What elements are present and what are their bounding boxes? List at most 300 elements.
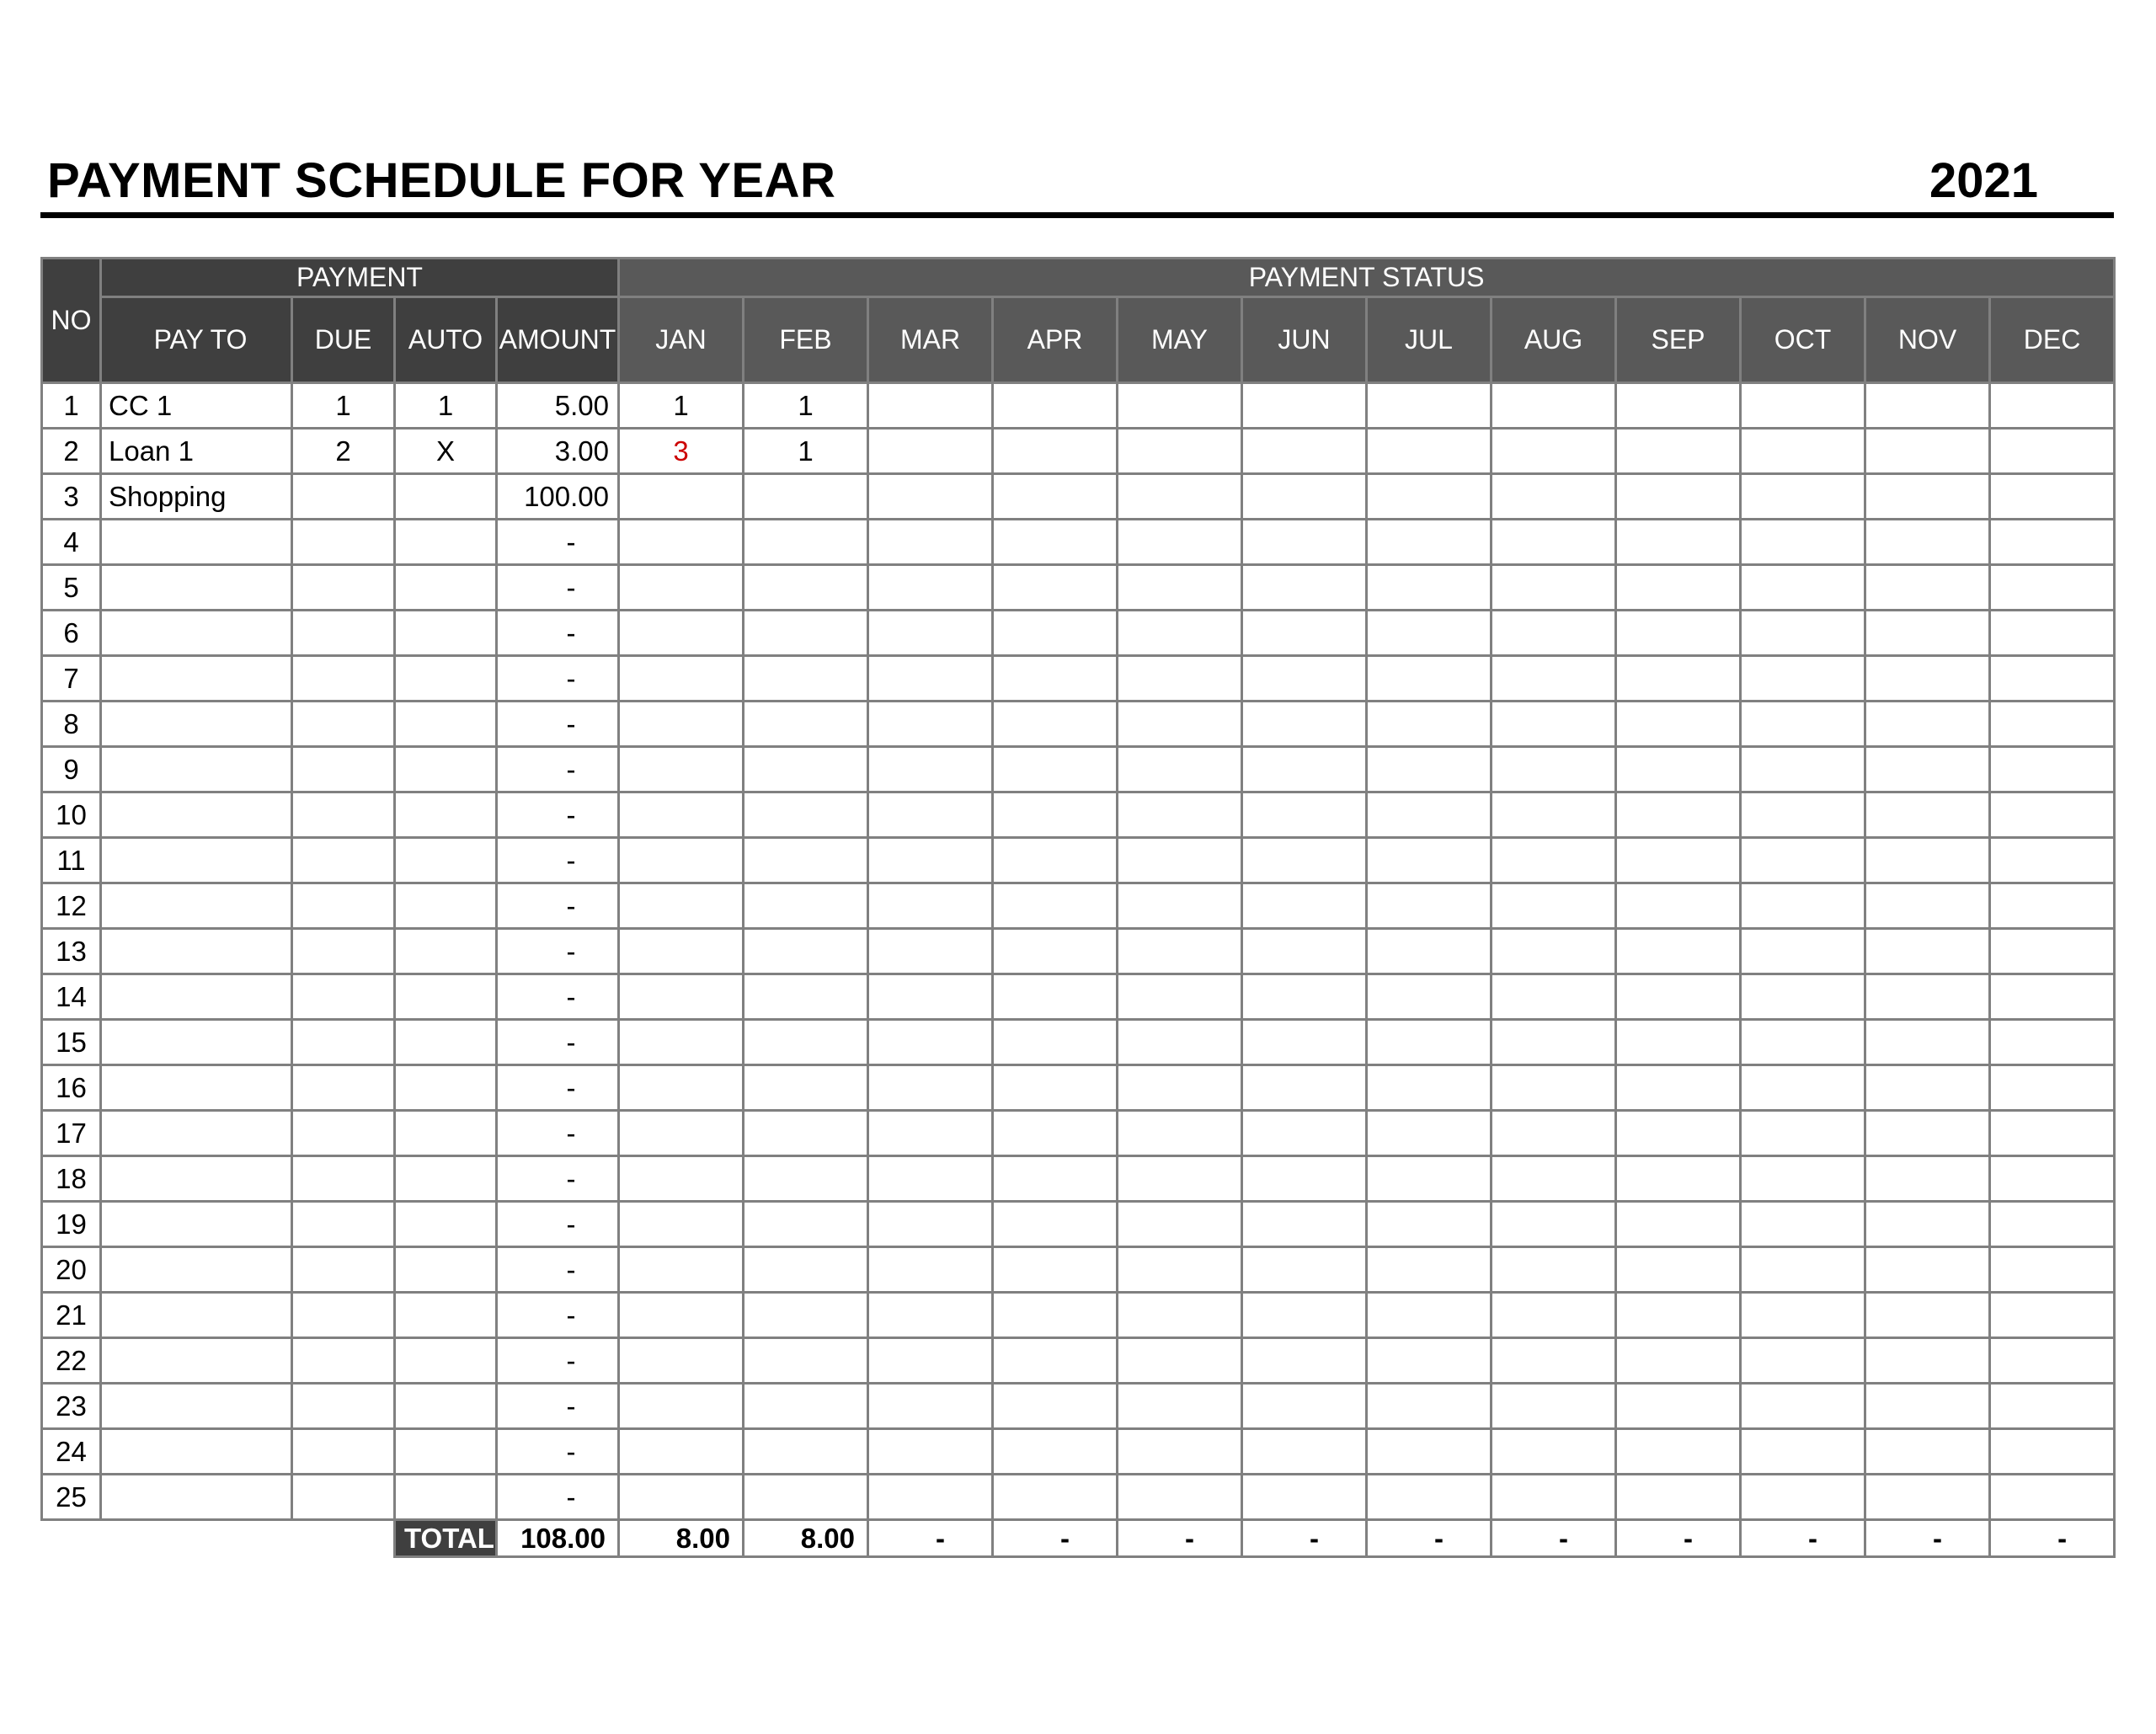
cell-dec-23	[1990, 1384, 2115, 1429]
cell-oct-3	[1741, 474, 1865, 520]
year-label: 2021	[1929, 153, 2038, 208]
cell-auto-21	[395, 1293, 497, 1338]
cell-apr-17	[993, 1111, 1118, 1156]
table-row-1	[42, 383, 2115, 429]
cell-feb-19	[744, 1202, 868, 1247]
cell-aug-11	[1492, 838, 1616, 883]
cell-no-9: 9	[42, 747, 101, 792]
cell-dec-3	[1990, 474, 2115, 520]
cell-apr-15	[993, 1020, 1118, 1065]
cell-mar-15	[868, 1020, 993, 1065]
cell-jul-15	[1367, 1020, 1492, 1065]
table-row-13	[42, 929, 2115, 974]
cell-amount-12: -	[497, 883, 619, 929]
cell-pay-to-3: Shopping	[101, 474, 292, 520]
cell-sep-12	[1616, 883, 1741, 929]
cell-apr-16	[993, 1065, 1118, 1111]
cell-dec-6	[1990, 611, 2115, 656]
cell-may-21	[1118, 1293, 1242, 1338]
cell-dec-11	[1990, 838, 2115, 883]
total-label: TOTAL	[395, 1520, 497, 1557]
cell-apr-23	[993, 1384, 1118, 1429]
cell-amount-16: -	[497, 1065, 619, 1111]
cell-due-21	[292, 1293, 395, 1338]
cell-aug-20	[1492, 1247, 1616, 1293]
cell-auto-24	[395, 1429, 497, 1475]
cell-aug-23	[1492, 1384, 1616, 1429]
cell-aug-16	[1492, 1065, 1616, 1111]
col-header-jul: JUL	[1367, 297, 1492, 383]
cell-may-9	[1118, 747, 1242, 792]
cell-nov-12	[1865, 883, 1990, 929]
cell-amount-24: -	[497, 1429, 619, 1475]
total-jan: 8.00	[619, 1520, 744, 1557]
cell-mar-24	[868, 1429, 993, 1475]
cell-mar-25	[868, 1475, 993, 1520]
cell-auto-4	[395, 520, 497, 565]
cell-aug-12	[1492, 883, 1616, 929]
cell-feb-21	[744, 1293, 868, 1338]
cell-due-16	[292, 1065, 395, 1111]
cell-jun-3	[1242, 474, 1367, 520]
cell-feb-9	[744, 747, 868, 792]
table-row-19	[42, 1202, 2115, 1247]
cell-no-16: 16	[42, 1065, 101, 1111]
col-header-jan: JAN	[619, 297, 744, 383]
cell-mar-2	[868, 429, 993, 474]
cell-sep-6	[1616, 611, 1741, 656]
cell-sep-11	[1616, 838, 1741, 883]
cell-apr-20	[993, 1247, 1118, 1293]
cell-jan-2: 3	[619, 429, 744, 474]
cell-may-18	[1118, 1156, 1242, 1202]
cell-no-10: 10	[42, 792, 101, 838]
cell-jan-21	[619, 1293, 744, 1338]
cell-apr-22	[993, 1338, 1118, 1384]
cell-auto-15	[395, 1020, 497, 1065]
cell-jan-8	[619, 702, 744, 747]
cell-oct-15	[1741, 1020, 1865, 1065]
cell-sep-20	[1616, 1247, 1741, 1293]
cell-dec-12	[1990, 883, 2115, 929]
cell-apr-12	[993, 883, 1118, 929]
page-title: PAYMENT SCHEDULE FOR YEAR	[47, 153, 836, 208]
cell-jun-4	[1242, 520, 1367, 565]
cell-feb-3	[744, 474, 868, 520]
col-header-nov: NOV	[1865, 297, 1990, 383]
cell-may-22	[1118, 1338, 1242, 1384]
cell-auto-12	[395, 883, 497, 929]
cell-feb-16	[744, 1065, 868, 1111]
table-row-12	[42, 883, 2115, 929]
cell-jan-11	[619, 838, 744, 883]
cell-aug-4	[1492, 520, 1616, 565]
cell-auto-11	[395, 838, 497, 883]
cell-due-15	[292, 1020, 395, 1065]
cell-mar-7	[868, 656, 993, 702]
cell-pay-to-7	[101, 656, 292, 702]
cell-jul-23	[1367, 1384, 1492, 1429]
cell-pay-to-1: CC 1	[101, 383, 292, 429]
cell-jun-9	[1242, 747, 1367, 792]
cell-apr-6	[993, 611, 1118, 656]
cell-sep-18	[1616, 1156, 1741, 1202]
table-row-21	[42, 1293, 2115, 1338]
cell-pay-to-11	[101, 838, 292, 883]
cell-feb-4	[744, 520, 868, 565]
cell-jan-24	[619, 1429, 744, 1475]
cell-aug-18	[1492, 1156, 1616, 1202]
cell-amount-20: -	[497, 1247, 619, 1293]
col-header-amount: AMOUNT	[497, 297, 619, 383]
cell-auto-19	[395, 1202, 497, 1247]
cell-may-20	[1118, 1247, 1242, 1293]
cell-due-17	[292, 1111, 395, 1156]
cell-pay-to-2: Loan 1	[101, 429, 292, 474]
cell-apr-1	[993, 383, 1118, 429]
cell-nov-14	[1865, 974, 1990, 1020]
cell-feb-20	[744, 1247, 868, 1293]
cell-mar-8	[868, 702, 993, 747]
cell-oct-23	[1741, 1384, 1865, 1429]
cell-jan-3	[619, 474, 744, 520]
cell-aug-13	[1492, 929, 1616, 974]
cell-sep-24	[1616, 1429, 1741, 1475]
cell-jun-2	[1242, 429, 1367, 474]
cell-apr-21	[993, 1293, 1118, 1338]
cell-jul-1	[1367, 383, 1492, 429]
cell-mar-16	[868, 1065, 993, 1111]
cell-feb-2: 1	[744, 429, 868, 474]
table-row-20	[42, 1247, 2115, 1293]
cell-feb-10	[744, 792, 868, 838]
cell-mar-14	[868, 974, 993, 1020]
col-header-apr: APR	[993, 297, 1118, 383]
cell-sep-16	[1616, 1065, 1741, 1111]
cell-sep-1	[1616, 383, 1741, 429]
cell-aug-14	[1492, 974, 1616, 1020]
cell-amount-3: 100.00	[497, 474, 619, 520]
cell-amount-5: -	[497, 565, 619, 611]
cell-sep-13	[1616, 929, 1741, 974]
cell-jan-14	[619, 974, 744, 1020]
cell-no-23: 23	[42, 1384, 101, 1429]
cell-apr-19	[993, 1202, 1118, 1247]
total-oct: -	[1741, 1520, 1865, 1557]
cell-jul-11	[1367, 838, 1492, 883]
cell-amount-2: 3.00	[497, 429, 619, 474]
cell-sep-9	[1616, 747, 1741, 792]
cell-may-15	[1118, 1020, 1242, 1065]
cell-auto-14	[395, 974, 497, 1020]
cell-no-2: 2	[42, 429, 101, 474]
cell-pay-to-14	[101, 974, 292, 1020]
cell-feb-24	[744, 1429, 868, 1475]
cell-dec-20	[1990, 1247, 2115, 1293]
cell-dec-9	[1990, 747, 2115, 792]
cell-aug-22	[1492, 1338, 1616, 1384]
cell-auto-6	[395, 611, 497, 656]
total-row-spacer	[42, 1520, 395, 1557]
cell-jan-19	[619, 1202, 744, 1247]
cell-jun-7	[1242, 656, 1367, 702]
cell-apr-18	[993, 1156, 1118, 1202]
cell-jun-1	[1242, 383, 1367, 429]
cell-jan-5	[619, 565, 744, 611]
total-sep: -	[1616, 1520, 1741, 1557]
cell-pay-to-17	[101, 1111, 292, 1156]
total-row	[42, 1520, 2115, 1557]
cell-auto-1: 1	[395, 383, 497, 429]
cell-may-7	[1118, 656, 1242, 702]
cell-no-22: 22	[42, 1338, 101, 1384]
cell-may-10	[1118, 792, 1242, 838]
cell-nov-21	[1865, 1293, 1990, 1338]
cell-oct-21	[1741, 1293, 1865, 1338]
cell-may-25	[1118, 1475, 1242, 1520]
col-header-may: MAY	[1118, 297, 1242, 383]
cell-oct-7	[1741, 656, 1865, 702]
cell-sep-3	[1616, 474, 1741, 520]
cell-amount-8: -	[497, 702, 619, 747]
cell-auto-9	[395, 747, 497, 792]
cell-nov-9	[1865, 747, 1990, 792]
cell-apr-11	[993, 838, 1118, 883]
cell-jan-1: 1	[619, 383, 744, 429]
cell-dec-1	[1990, 383, 2115, 429]
cell-dec-15	[1990, 1020, 2115, 1065]
total-apr: -	[993, 1520, 1118, 1557]
cell-may-3	[1118, 474, 1242, 520]
cell-may-2	[1118, 429, 1242, 474]
cell-sep-8	[1616, 702, 1741, 747]
table-footer	[42, 1520, 2115, 1557]
cell-aug-5	[1492, 565, 1616, 611]
cell-oct-10	[1741, 792, 1865, 838]
cell-jul-2	[1367, 429, 1492, 474]
cell-apr-4	[993, 520, 1118, 565]
cell-jan-4	[619, 520, 744, 565]
cell-may-24	[1118, 1429, 1242, 1475]
cell-amount-11: -	[497, 838, 619, 883]
cell-sep-17	[1616, 1111, 1741, 1156]
cell-jul-8	[1367, 702, 1492, 747]
cell-may-6	[1118, 611, 1242, 656]
cell-mar-17	[868, 1111, 993, 1156]
cell-due-2: 2	[292, 429, 395, 474]
cell-auto-10	[395, 792, 497, 838]
cell-auto-17	[395, 1111, 497, 1156]
col-header-auto: AUTO	[395, 297, 497, 383]
cell-apr-7	[993, 656, 1118, 702]
cell-no-1: 1	[42, 383, 101, 429]
table-row-22	[42, 1338, 2115, 1384]
cell-jan-12	[619, 883, 744, 929]
cell-dec-24	[1990, 1429, 2115, 1475]
header-columns-row	[42, 297, 2115, 383]
cell-sep-5	[1616, 565, 1741, 611]
cell-may-5	[1118, 565, 1242, 611]
cell-due-12	[292, 883, 395, 929]
cell-jul-6	[1367, 611, 1492, 656]
total-amount: 108.00	[497, 1520, 619, 1557]
cell-dec-13	[1990, 929, 2115, 974]
table-row-10	[42, 792, 2115, 838]
cell-apr-2	[993, 429, 1118, 474]
cell-aug-9	[1492, 747, 1616, 792]
cell-nov-10	[1865, 792, 1990, 838]
cell-aug-8	[1492, 702, 1616, 747]
cell-pay-to-12	[101, 883, 292, 929]
cell-mar-20	[868, 1247, 993, 1293]
cell-amount-9: -	[497, 747, 619, 792]
cell-jul-24	[1367, 1429, 1492, 1475]
cell-feb-22	[744, 1338, 868, 1384]
cell-amount-19: -	[497, 1202, 619, 1247]
cell-jul-3	[1367, 474, 1492, 520]
cell-jul-25	[1367, 1475, 1492, 1520]
cell-jun-19	[1242, 1202, 1367, 1247]
cell-no-18: 18	[42, 1156, 101, 1202]
cell-dec-18	[1990, 1156, 2115, 1202]
cell-due-11	[292, 838, 395, 883]
col-header-aug: AUG	[1492, 297, 1616, 383]
group-header-payment: PAYMENT	[101, 259, 619, 297]
cell-feb-1: 1	[744, 383, 868, 429]
cell-may-17	[1118, 1111, 1242, 1156]
cell-dec-17	[1990, 1111, 2115, 1156]
col-header-no: NO	[42, 259, 101, 383]
cell-apr-5	[993, 565, 1118, 611]
cell-dec-5	[1990, 565, 2115, 611]
cell-nov-1	[1865, 383, 1990, 429]
cell-due-14	[292, 974, 395, 1020]
cell-oct-17	[1741, 1111, 1865, 1156]
cell-jul-10	[1367, 792, 1492, 838]
cell-apr-25	[993, 1475, 1118, 1520]
cell-auto-20	[395, 1247, 497, 1293]
cell-jul-16	[1367, 1065, 1492, 1111]
cell-mar-23	[868, 1384, 993, 1429]
table-row-18	[42, 1156, 2115, 1202]
cell-jul-12	[1367, 883, 1492, 929]
cell-pay-to-4	[101, 520, 292, 565]
cell-sep-14	[1616, 974, 1741, 1020]
cell-jun-13	[1242, 929, 1367, 974]
table-row-14	[42, 974, 2115, 1020]
cell-amount-23: -	[497, 1384, 619, 1429]
table-row-17	[42, 1111, 2115, 1156]
cell-oct-4	[1741, 520, 1865, 565]
cell-jul-18	[1367, 1156, 1492, 1202]
cell-no-24: 24	[42, 1429, 101, 1475]
cell-amount-15: -	[497, 1020, 619, 1065]
cell-pay-to-13	[101, 929, 292, 974]
cell-oct-19	[1741, 1202, 1865, 1247]
cell-oct-18	[1741, 1156, 1865, 1202]
cell-dec-8	[1990, 702, 2115, 747]
cell-auto-23	[395, 1384, 497, 1429]
cell-apr-14	[993, 974, 1118, 1020]
cell-feb-8	[744, 702, 868, 747]
cell-nov-25	[1865, 1475, 1990, 1520]
cell-nov-20	[1865, 1247, 1990, 1293]
cell-nov-4	[1865, 520, 1990, 565]
cell-jun-10	[1242, 792, 1367, 838]
col-header-due: DUE	[292, 297, 395, 383]
cell-sep-4	[1616, 520, 1741, 565]
cell-dec-7	[1990, 656, 2115, 702]
cell-oct-16	[1741, 1065, 1865, 1111]
cell-oct-14	[1741, 974, 1865, 1020]
cell-nov-19	[1865, 1202, 1990, 1247]
cell-jun-8	[1242, 702, 1367, 747]
cell-nov-6	[1865, 611, 1990, 656]
cell-aug-21	[1492, 1293, 1616, 1338]
cell-jan-17	[619, 1111, 744, 1156]
cell-pay-to-15	[101, 1020, 292, 1065]
cell-nov-16	[1865, 1065, 1990, 1111]
cell-jun-21	[1242, 1293, 1367, 1338]
cell-oct-25	[1741, 1475, 1865, 1520]
cell-pay-to-16	[101, 1065, 292, 1111]
cell-no-14: 14	[42, 974, 101, 1020]
cell-may-11	[1118, 838, 1242, 883]
cell-mar-9	[868, 747, 993, 792]
cell-jan-25	[619, 1475, 744, 1520]
cell-feb-11	[744, 838, 868, 883]
cell-feb-7	[744, 656, 868, 702]
cell-oct-13	[1741, 929, 1865, 974]
cell-sep-21	[1616, 1293, 1741, 1338]
cell-jun-5	[1242, 565, 1367, 611]
total-feb: 8.00	[744, 1520, 868, 1557]
cell-dec-14	[1990, 974, 2115, 1020]
cell-no-4: 4	[42, 520, 101, 565]
cell-pay-to-18	[101, 1156, 292, 1202]
cell-due-24	[292, 1429, 395, 1475]
cell-oct-20	[1741, 1247, 1865, 1293]
cell-no-7: 7	[42, 656, 101, 702]
cell-due-4	[292, 520, 395, 565]
cell-oct-24	[1741, 1429, 1865, 1475]
cell-aug-17	[1492, 1111, 1616, 1156]
cell-nov-22	[1865, 1338, 1990, 1384]
cell-no-5: 5	[42, 565, 101, 611]
cell-due-10	[292, 792, 395, 838]
cell-sep-2	[1616, 429, 1741, 474]
cell-due-7	[292, 656, 395, 702]
cell-dec-19	[1990, 1202, 2115, 1247]
cell-amount-21: -	[497, 1293, 619, 1338]
cell-dec-25	[1990, 1475, 2115, 1520]
cell-nov-17	[1865, 1111, 1990, 1156]
cell-due-22	[292, 1338, 395, 1384]
cell-oct-8	[1741, 702, 1865, 747]
cell-due-13	[292, 929, 395, 974]
cell-jun-20	[1242, 1247, 1367, 1293]
table-row-2	[42, 429, 2115, 474]
cell-dec-4	[1990, 520, 2115, 565]
table-body	[42, 383, 2115, 1520]
cell-sep-10	[1616, 792, 1741, 838]
total-nov: -	[1865, 1520, 1990, 1557]
table-header	[42, 259, 2115, 383]
cell-oct-2	[1741, 429, 1865, 474]
cell-due-18	[292, 1156, 395, 1202]
total-dec: -	[1990, 1520, 2115, 1557]
total-aug: -	[1492, 1520, 1616, 1557]
